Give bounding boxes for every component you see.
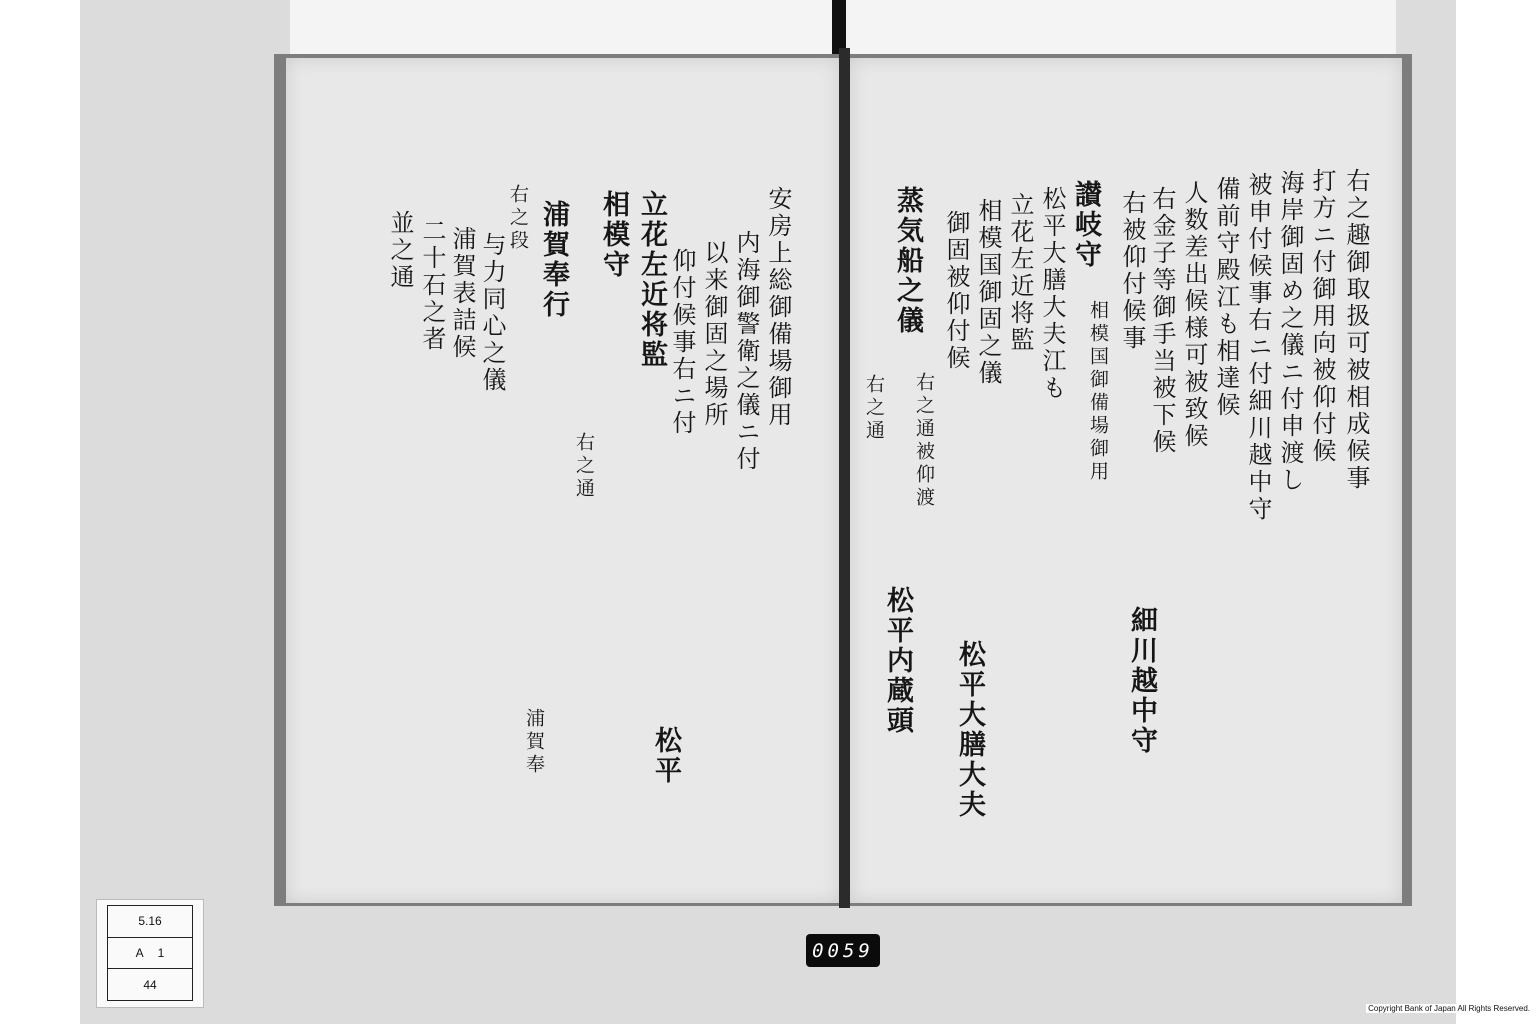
call-number-volume: 1 bbox=[157, 946, 165, 960]
right-page-column: 細川越中守 bbox=[1126, 606, 1157, 756]
call-number-series: A bbox=[135, 946, 144, 960]
left-page-column: 右之段 bbox=[507, 184, 529, 253]
left-page-column: 相模守 bbox=[598, 190, 629, 280]
right-page-column: 海岸御固め之儀ニ付申渡し bbox=[1276, 170, 1304, 494]
right-page-column: 相模国御固之儀 bbox=[974, 198, 1002, 387]
left-page-column: 松平 bbox=[650, 726, 681, 786]
left-page-column: 右之通 bbox=[573, 432, 595, 501]
call-number-row-2 bbox=[108, 938, 192, 970]
left-page-column: 以来御固之場所 bbox=[700, 240, 728, 429]
right-page-column: 右之通 bbox=[863, 374, 885, 443]
left-page-column: 内海御警衛之儀ニ付 bbox=[732, 230, 760, 473]
left-page-column: 浦賀奉行 bbox=[538, 200, 569, 320]
right-page-column: 立花左近将監 bbox=[1006, 192, 1034, 354]
left-page-column: 二十石之者 bbox=[418, 218, 446, 353]
right-page-column: 右金子等御手当被下候 bbox=[1148, 186, 1176, 456]
left-page-column: 与力同心之儀 bbox=[478, 232, 506, 394]
right-page-column: 御固被仰付候 bbox=[942, 210, 970, 372]
call-number-grid bbox=[107, 905, 193, 1001]
left-page-column: 立花左近将監 bbox=[636, 190, 667, 370]
right-page-column: 松平内蔵頭 bbox=[882, 586, 913, 736]
right-page-column: 打方ニ付御用向被仰付候 bbox=[1308, 168, 1336, 465]
right-page-column: 右被仰付候事 bbox=[1118, 190, 1146, 352]
left-page bbox=[286, 58, 839, 903]
call-number-label bbox=[96, 899, 204, 1008]
left-page-column: 仰付候事右ニ付 bbox=[668, 248, 696, 437]
right-page-column: 讃岐守 bbox=[1070, 180, 1101, 270]
right-page-column: 蒸気船之儀 bbox=[892, 186, 923, 336]
copyright-notice: Copyright Bank of Japan All Rights Reserved. bbox=[1368, 1004, 1530, 1013]
call-number-row-1 bbox=[108, 906, 192, 938]
call-number-item: 44 bbox=[143, 977, 157, 992]
right-page-column: 松平大膳大夫 bbox=[954, 640, 985, 820]
right-page-column: 相模国御備場御用 bbox=[1087, 300, 1109, 484]
right-page-column: 松平大膳大夫江も bbox=[1038, 186, 1066, 402]
left-page-column: 浦賀表詰候 bbox=[448, 226, 476, 361]
right-page-column: 被申付候事右ニ付細川越中守 bbox=[1244, 172, 1272, 523]
left-page-column: 浦賀奉 bbox=[523, 708, 545, 777]
frame-number: 0059 bbox=[812, 939, 874, 962]
left-page-column: 安房上総御備場御用 bbox=[764, 186, 792, 429]
left-page-column: 並之通 bbox=[386, 210, 414, 291]
book-gutter bbox=[839, 48, 850, 908]
right-page-column: 人数差出候様可被致候 bbox=[1180, 180, 1208, 450]
frame-counter bbox=[806, 934, 880, 967]
call-number-class: 5.16 bbox=[138, 914, 162, 929]
right-page-column: 右之趣御取扱可被相成候事 bbox=[1342, 168, 1370, 492]
call-number-row-3 bbox=[108, 969, 192, 1000]
right-page-column: 右之通被仰渡 bbox=[913, 372, 935, 510]
right-page-column: 備前守殿江も相達候 bbox=[1212, 176, 1240, 419]
